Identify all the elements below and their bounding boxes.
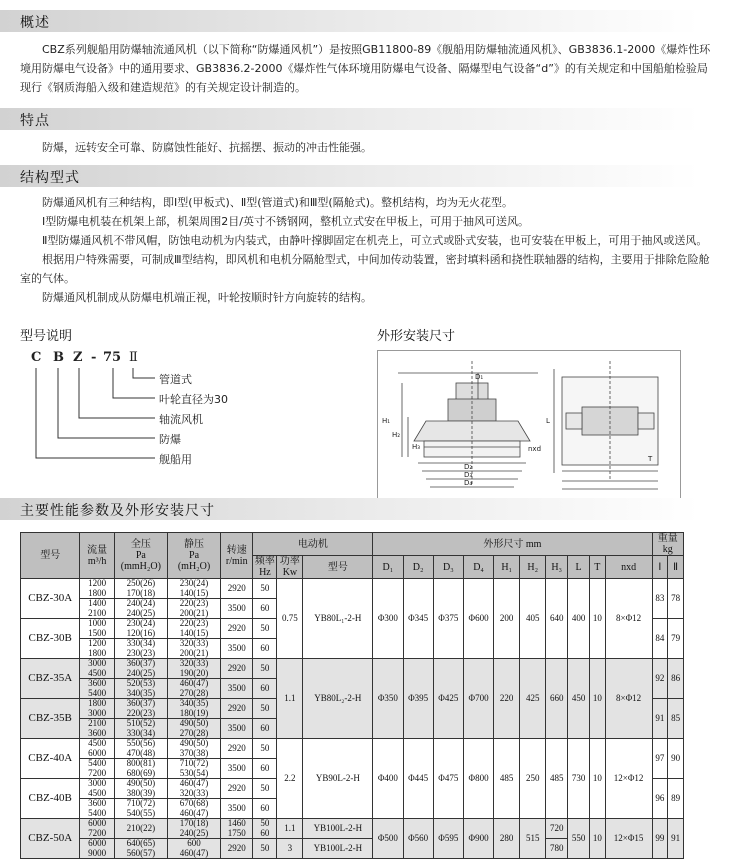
table-cell: 3500	[221, 639, 253, 659]
table-row	[21, 579, 684, 599]
model-cell: CBZ-40A	[21, 739, 80, 779]
section-header-features	[0, 108, 729, 130]
table-cell: 1200 1800	[80, 639, 114, 659]
structure-para: Ⅱ型防爆通风机不带风帽，防蚀电动机为内装式，由静叶撑脚固定在机壳上，可立式或卧式安装，也可安装在甲板上，可用于抽风或送风。	[42, 234, 708, 247]
table-cell: 660	[546, 659, 568, 739]
table-cell: Φ300	[373, 579, 403, 659]
table-cell: 60	[253, 599, 277, 619]
performance-table: 型号 流量 m³/h 全压 Pa (mmH₂O) 静压 Pa (mH₂O) 转速 r/min 电动机 外形尺寸 mm 重量 kg 频率 Hz 功率 Kw 型号 D₁ D₂ D₃ D₄ H₁ H₂ H₃ L T nxd Ⅰ Ⅱ CBZ-30A 1200 1800 250(26) 170(18) 230(24) 140(15) 2920 50 0.75 YB80L₁-2-H Φ300 Φ345 Φ375 Φ600 200 405 640 400 10 8×Φ12 83 78 1400 2100 240(24) 240(25) 220(23) 200(21) 3500 60 CBZ-30B 1000 1500 230(24) 120(16) 220(23) 140(15) 2920 50 84 79 1200 1800 330(34) 230(23) 320(33) 200(21) 3500 60 CBZ-35A 3000 4500 360(37) 240(25) 320(33) 190(20) 2920 50 1.1 YB80L₂-2-H Φ350 Φ395 Φ425 Φ700 220 425 660 450 10 8×Φ12 92 86 3600 5400 520(53) 340(35) 460(47) 270(28) 3500 60 CBZ-35B 1800 3000 360(37) 220(23) 340(35) 180(19) 2920 50 91 85 2100 3600 510(52) 330(34) 490(50) 270(28) 3500 60 CBZ-40A 4500 6000 550(56) 470(48) 490(50) 370(38) 2920 50 2.2 YB90L-2-H Φ400 Φ445 Φ475 Φ800 485 250 485 730 10 12×Φ12 97 90 5400 7200 800(81) 680(69) 710(72) 530(54) 3500 60 CBZ-40B 3000 4500 490(50) 380(39) 460(47) 320(33) 2920 50 96 89 3600 5400 710(72) 540(55) 670(68) 460(47) 3500 60 CBZ-50A 6000 7200 210(22) 170(18) 240(25) 1460 1750 50 60 1.1 YB100L-2-H Φ500 Φ560 Φ595 Φ900 280 515 720 550 10 12×Φ15 99 91 6000 9000 640(65) 560(57) 600 460(47) 2920 50 3 YB100L-2-H 780	[20, 532, 684, 859]
table-cell: 50 60	[253, 819, 277, 839]
weight-cell: 86	[668, 659, 684, 699]
table-cell: YB80L₂-2-H	[303, 659, 373, 739]
table-cell: 710(72) 540(55)	[114, 799, 167, 819]
table-cell: 400	[568, 579, 590, 659]
model-cell: CBZ-30B	[21, 619, 80, 659]
table-cell: 3600 5400	[80, 799, 114, 819]
weight-cell: 92	[652, 659, 668, 699]
model-cell: CBZ-35B	[21, 699, 80, 739]
install-drawing-svg	[378, 351, 680, 517]
table-cell: 50	[253, 659, 277, 679]
table-cell: 800(81) 680(69)	[114, 759, 167, 779]
dim-label: D₂	[464, 463, 473, 471]
table-cell: 8×Φ12	[605, 579, 652, 659]
table-cell: 1400 2100	[80, 599, 114, 619]
table-cell: Φ445	[403, 739, 433, 819]
table-cell: 405	[520, 579, 546, 659]
col-weight: 重量 kg	[652, 533, 683, 556]
table-cell: 5400 7200	[80, 759, 114, 779]
model-cell: CBZ-50A	[21, 819, 80, 859]
table-cell: 8×Φ12	[605, 659, 652, 739]
code-desc: 管道式	[159, 373, 192, 386]
table-cell: 490(50) 380(39)	[114, 779, 167, 799]
weight-cell: 78	[668, 579, 684, 619]
section-title: 特点	[20, 113, 50, 129]
table-cell: 2920	[221, 699, 253, 719]
table-cell: 485	[494, 739, 520, 819]
table-cell: 510(52) 330(34)	[114, 719, 167, 739]
table-cell: 320(33) 190(20)	[167, 659, 220, 679]
table-cell: 425	[520, 659, 546, 739]
table-cell: 2100 3600	[80, 719, 114, 739]
table-cell: 520(53) 340(35)	[114, 679, 167, 699]
table-cell: Φ350	[373, 659, 403, 739]
table-cell: 0.75	[277, 579, 303, 659]
table-cell: 6000 9000	[80, 839, 114, 859]
table-cell: 640(65) 560(57)	[114, 839, 167, 859]
dim-label: H₁	[382, 417, 391, 425]
section-title: 概述	[20, 15, 50, 31]
code-desc: 防爆	[159, 433, 181, 446]
table-row	[21, 739, 684, 759]
table-cell: YB100L-2-H	[303, 839, 373, 859]
col-flow: 流量 m³/h	[80, 533, 114, 579]
table-cell: Φ400	[373, 739, 403, 819]
col-motor: 电动机	[253, 533, 373, 556]
table-cell: Φ475	[433, 739, 463, 819]
table-cell: 490(50) 370(38)	[167, 739, 220, 759]
table-cell: 220(23) 140(15)	[167, 619, 220, 639]
table-cell: 1000 1500	[80, 619, 114, 639]
table-cell: 50	[253, 699, 277, 719]
model-cell: CBZ-40B	[21, 779, 80, 819]
table-cell: 10	[590, 819, 606, 859]
table-cell: 3500	[221, 719, 253, 739]
table-cell: 4500 6000	[80, 739, 114, 759]
col-total-pressure: 全压 Pa (mmH₂O)	[114, 533, 167, 579]
table-cell: 3500	[221, 599, 253, 619]
dim-label: H₂	[392, 431, 401, 439]
structure-paragraphs	[20, 193, 715, 307]
table-cell: 220(23) 200(21)	[167, 599, 220, 619]
overview-paragraph: CBZ系列舰船用防爆轴流通风机（以下简称“防爆通风机”）是按照GB11800-89《舰船用防爆轴流通风机》、GB3836.1-2000《爆炸性环境用防爆电气设备》中的通用要求、GB3836.2-2000《爆炸性气体环境用防爆电气设备、隔爆型电气设备“d”》的有关规定和中国船舶检验局现行《钢质海船入级和建造规范》的有关规定设计制造的。	[20, 43, 711, 94]
table-cell: YB80L₁-2-H	[303, 579, 373, 659]
table-cell: 280	[494, 819, 520, 859]
col-speed: 转速 r/min	[221, 533, 253, 579]
install-title: 外形安装尺寸	[377, 329, 456, 344]
table-cell: 515	[520, 819, 546, 859]
table-cell: Φ345	[403, 579, 433, 659]
weight-cell: 96	[652, 779, 668, 819]
structure-para: 根据用户特殊需要，可制成Ⅲ型结构，即风机和电机分隔舱型式，中间加传动装置，密封填料函和挠性联轴器的结构，主要用于排除危险舱室的气体。	[20, 253, 710, 285]
code-letter: -	[91, 350, 97, 365]
table-cell: 3500	[221, 759, 253, 779]
table-cell: Φ500	[373, 819, 403, 859]
table-cell: 60	[253, 759, 277, 779]
table-cell: 1.1	[277, 659, 303, 739]
table-cell: 600 460(47)	[167, 839, 220, 859]
table-row	[21, 659, 684, 679]
weight-cell: 97	[652, 739, 668, 779]
table-cell: 3000 4500	[80, 659, 114, 679]
table-cell: 10	[590, 739, 606, 819]
dim-label: T	[648, 455, 653, 463]
table-cell: 640	[546, 579, 568, 659]
weight-cell: 91	[668, 819, 684, 859]
table-cell: Φ395	[403, 659, 433, 739]
weight-cell: 90	[668, 739, 684, 779]
table-cell: 490(50) 270(28)	[167, 719, 220, 739]
section-header-perf	[0, 498, 729, 520]
table-cell: 12×Φ12	[605, 739, 652, 819]
table-cell: 360(37) 220(23)	[114, 699, 167, 719]
table-cell: 450	[568, 659, 590, 739]
structure-para: 防爆通风机制成从防爆电机端正视，叶轮按顺时针方向旋转的结构。	[42, 291, 372, 304]
table-cell: 50	[253, 839, 277, 859]
table-cell: 320(33) 200(21)	[167, 639, 220, 659]
table-cell: 3	[277, 839, 303, 859]
table-cell: 250	[520, 739, 546, 819]
table-cell: 2.2	[277, 739, 303, 819]
table-cell: 1800 3000	[80, 699, 114, 719]
section-header-structure	[0, 165, 729, 187]
table-cell: 50	[253, 579, 277, 599]
table-cell: 2920	[221, 579, 253, 599]
table-cell: 340(35) 180(19)	[167, 699, 220, 719]
table-cell: 10	[590, 659, 606, 739]
code-letter: Ⅱ	[129, 350, 138, 365]
weight-cell: 83	[652, 579, 668, 619]
table-cell: 1.1	[277, 819, 303, 839]
table-cell: 2920	[221, 619, 253, 639]
table-cell: 6000 7200	[80, 819, 114, 839]
col-model: 型号	[21, 533, 80, 579]
code-desc: 叶轮直径为30	[159, 393, 228, 406]
table-cell: 360(37) 240(25)	[114, 659, 167, 679]
dim-label: nxd	[528, 445, 542, 453]
table-cell: 60	[253, 679, 277, 699]
model-code-diagram	[27, 350, 257, 480]
code-connector-lines	[27, 350, 257, 480]
code-letter: B	[53, 350, 64, 365]
table-cell: 50	[253, 739, 277, 759]
weight-cell: 85	[668, 699, 684, 739]
table-cell: Φ560	[403, 819, 433, 859]
table-cell: 60	[253, 719, 277, 739]
table-cell: 60	[253, 799, 277, 819]
structure-para: Ⅰ型防爆电机装在机架上部，机架周围2目/英寸不锈钢网，整机立式安在甲板上，可用于抽风可送风。	[42, 215, 529, 228]
table-cell: 550	[568, 819, 590, 859]
table-cell: 330(34) 230(23)	[114, 639, 167, 659]
table-cell: 2920	[221, 839, 253, 859]
dim-label: H₃	[412, 443, 421, 451]
code-letter: C	[31, 350, 42, 365]
table-cell: 550(56) 470(48)	[114, 739, 167, 759]
model-explain-title: 型号说明	[20, 329, 73, 344]
table-cell: 250(26) 170(18)	[114, 579, 167, 599]
table-cell: Φ700	[463, 659, 493, 739]
dim-label: D₄	[464, 479, 473, 487]
table-cell: 2920	[221, 659, 253, 679]
table-cell: 12×Φ15	[605, 819, 652, 859]
dim-label: D₃	[464, 471, 473, 479]
table-cell: 50	[253, 779, 277, 799]
table-cell: 3500	[221, 799, 253, 819]
table-cell: 3000 4500	[80, 779, 114, 799]
table-cell: 50	[253, 619, 277, 639]
col-dims: 外形尺寸 mm	[373, 533, 652, 556]
table-cell: YB100L-2-H	[303, 819, 373, 839]
table-cell: 170(18) 240(25)	[167, 819, 220, 839]
dim-label: D₁	[475, 373, 484, 381]
table-cell: 730	[568, 739, 590, 819]
table-cell: 230(24) 140(15)	[167, 579, 220, 599]
table-cell: 230(24) 120(16)	[114, 619, 167, 639]
table-cell: 2920	[221, 779, 253, 799]
code-desc: 轴流风机	[159, 413, 203, 426]
table-cell: 240(24) 240(25)	[114, 599, 167, 619]
weight-cell: 91	[652, 699, 668, 739]
table-cell: 3600 5400	[80, 679, 114, 699]
weight-cell: 89	[668, 779, 684, 819]
table-cell: 780	[546, 839, 568, 859]
table-cell: Φ425	[433, 659, 463, 739]
table-cell: 460(47) 320(33)	[167, 779, 220, 799]
section-header-overview	[0, 10, 729, 32]
weight-cell: 79	[668, 619, 684, 659]
table-row	[21, 819, 684, 839]
weight-cell: 84	[652, 619, 668, 659]
install-drawing	[377, 350, 681, 518]
table-cell: Φ595	[433, 819, 463, 859]
dim-label: L	[546, 417, 550, 425]
features-paragraph: 防爆，远转安全可靠、防腐蚀性能好、抗摇摆、振动的冲击性能强。	[42, 141, 372, 154]
table-cell: 485	[546, 739, 568, 819]
table-cell: 2920	[221, 739, 253, 759]
col-static-pressure: 静压 Pa (mH₂O)	[167, 533, 220, 579]
code-letter: 75	[103, 350, 122, 365]
table-cell: 710(72) 530(54)	[167, 759, 220, 779]
table-cell: 720	[546, 819, 568, 839]
model-cell: CBZ-35A	[21, 659, 80, 699]
code-letter: Z	[73, 350, 83, 365]
table-cell: Φ800	[463, 739, 493, 819]
table-cell: Φ900	[463, 819, 493, 859]
table-cell: 460(47) 270(28)	[167, 679, 220, 699]
table-cell: 1460 1750	[221, 819, 253, 839]
section-title: 结构型式	[20, 170, 80, 186]
table-cell: 670(68) 460(47)	[167, 799, 220, 819]
table-cell: 10	[590, 579, 606, 659]
table-cell: 200	[494, 579, 520, 659]
table-cell: YB90L-2-H	[303, 739, 373, 819]
weight-cell: 99	[652, 819, 668, 859]
table-cell: 220	[494, 659, 520, 739]
table-cell: Φ375	[433, 579, 463, 659]
table-cell: 60	[253, 639, 277, 659]
table-cell: 3500	[221, 679, 253, 699]
section-title: 主要性能参数及外形安装尺寸	[20, 503, 215, 519]
table-cell: 210(22)	[114, 819, 167, 839]
code-desc: 舰船用	[159, 453, 192, 466]
structure-para: 防爆通风机有三种结构，即Ⅰ型(甲板式)、Ⅱ型(管道式)和Ⅲ型(隔舱式)。整机结构，均为无火花型。	[42, 196, 513, 209]
table-cell: 1200 1800	[80, 579, 114, 599]
model-cell: CBZ-30A	[21, 579, 80, 619]
table-cell: Φ600	[463, 579, 493, 659]
